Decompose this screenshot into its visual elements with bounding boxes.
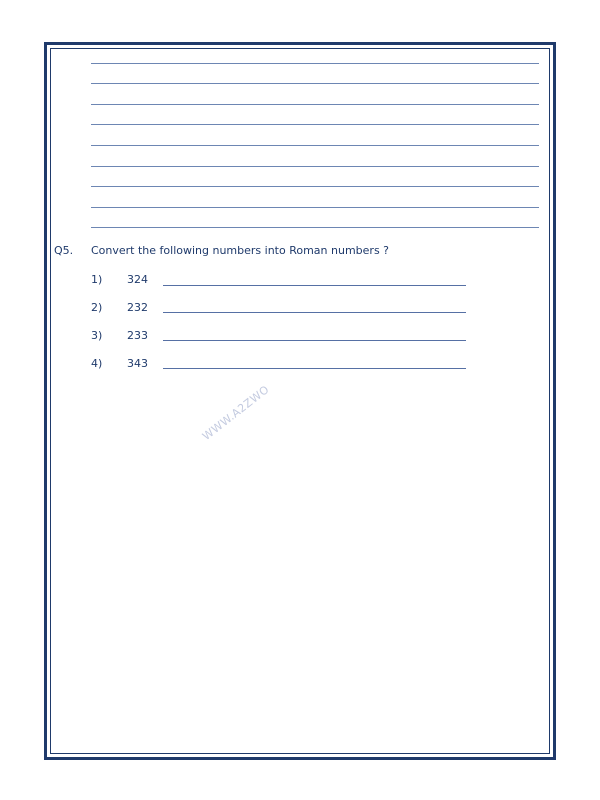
watermark: WWW.A2ZWO bbox=[199, 382, 272, 443]
item-index: 4) bbox=[91, 357, 103, 370]
writing-line bbox=[91, 124, 539, 125]
item-value: 343 bbox=[127, 357, 148, 370]
item-value: 232 bbox=[127, 301, 148, 314]
writing-line bbox=[91, 166, 539, 167]
answer-line[interactable] bbox=[163, 368, 466, 369]
writing-line bbox=[91, 63, 539, 64]
writing-line bbox=[91, 207, 539, 208]
answer-line[interactable] bbox=[163, 285, 466, 286]
question-number: Q5. bbox=[54, 244, 74, 257]
item-index: 2) bbox=[91, 301, 103, 314]
writing-line bbox=[91, 104, 539, 105]
page-border-inner bbox=[50, 48, 550, 754]
answer-line[interactable] bbox=[163, 312, 466, 313]
item-index: 3) bbox=[91, 329, 103, 342]
item-index: 1) bbox=[91, 273, 103, 286]
item-value: 324 bbox=[127, 273, 148, 286]
writing-line bbox=[91, 145, 539, 146]
item-value: 233 bbox=[127, 329, 148, 342]
writing-line bbox=[91, 186, 539, 187]
page-border bbox=[44, 42, 556, 760]
question-text: Convert the following numbers into Roman numbers ? bbox=[91, 244, 390, 257]
writing-line bbox=[91, 83, 539, 84]
answer-line[interactable] bbox=[163, 340, 466, 341]
writing-line bbox=[91, 227, 539, 228]
